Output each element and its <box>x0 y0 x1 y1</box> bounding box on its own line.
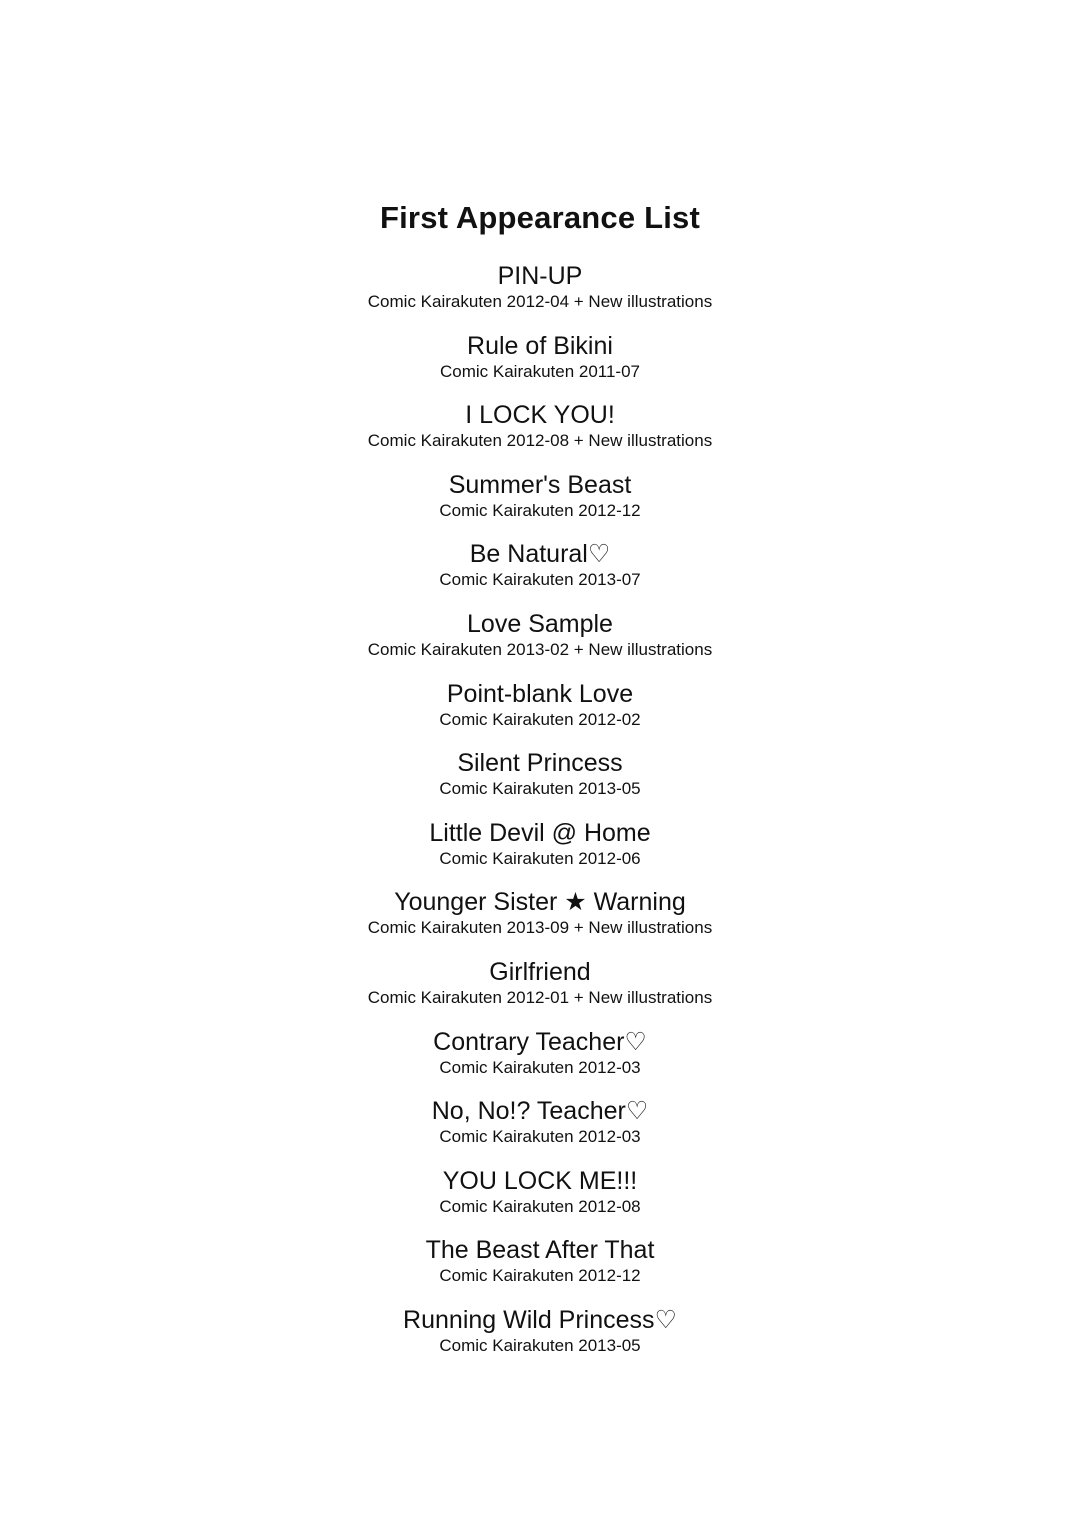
entry-title: Rule of Bikini <box>467 331 613 360</box>
entry-title: Love Sample <box>467 609 613 638</box>
entry-title: I LOCK YOU! <box>465 401 615 430</box>
entry-source: Comic Kairakuten 2012-06 <box>439 848 641 868</box>
appearance-list <box>0 260 1080 1374</box>
list-item <box>0 399 1080 469</box>
list-item <box>0 1234 1080 1304</box>
list-item <box>0 1165 1080 1235</box>
list-item <box>0 260 1080 330</box>
entry-source: Comic Kairakuten 2012-03 <box>439 1127 641 1147</box>
list-item <box>0 608 1080 678</box>
list-item <box>0 1095 1080 1165</box>
entry-source: Comic Kairakuten 2013-09 + New illustrations <box>367 918 713 938</box>
list-item <box>0 469 1080 539</box>
entry-source: Comic Kairakuten 2012-08 <box>439 1196 641 1216</box>
list-item <box>0 330 1080 400</box>
list-item <box>0 538 1080 608</box>
entry-title: Running Wild Princess♡ <box>403 1305 677 1334</box>
entry-source: Comic Kairakuten 2012-08 + New illustrations <box>367 431 713 451</box>
entry-source: Comic Kairakuten 2013-05 <box>439 1335 641 1355</box>
entry-title: PIN-UP <box>497 262 583 290</box>
entry-title: Contrary Teacher♡ <box>433 1027 647 1056</box>
list-item <box>0 817 1080 887</box>
entry-source: Comic Kairakuten 2012-01 + New illustrations <box>367 987 713 1007</box>
entry-title: Point-blank Love <box>446 679 634 708</box>
entry-source: Comic Kairakuten 2012-02 <box>439 709 641 729</box>
entry-title: Be Natural♡ <box>469 540 611 569</box>
list-item <box>0 1304 1080 1374</box>
entry-source: Comic Kairakuten 2011-07 <box>439 361 640 381</box>
list-item <box>0 886 1080 956</box>
list-item <box>0 1026 1080 1096</box>
list-item <box>0 747 1080 817</box>
entry-title: Girlfriend <box>489 957 591 986</box>
entry-title: Summer's Beast <box>448 470 632 499</box>
page-title: First Appearance List <box>379 199 701 235</box>
list-item <box>0 956 1080 1026</box>
entry-source: Comic Kairakuten 2012-04 + New illustrations <box>367 292 713 311</box>
entry-title: Silent Princess <box>457 749 623 778</box>
entry-title: Younger Sister ★ Warning <box>394 888 686 917</box>
list-item <box>0 678 1080 748</box>
entry-source: Comic Kairakuten 2012-12 <box>439 500 641 520</box>
entry-source: Comic Kairakuten 2012-03 <box>439 1057 641 1077</box>
entry-title: YOU LOCK ME!!! <box>442 1166 638 1195</box>
entry-title: Little Devil @ Home <box>429 818 651 847</box>
entry-source: Comic Kairakuten 2012-12 <box>439 1266 641 1286</box>
entry-source: Comic Kairakuten 2013-02 + New illustrations <box>367 639 713 659</box>
entry-source: Comic Kairakuten 2013-05 <box>439 779 641 799</box>
entry-title: No, No!? Teacher♡ <box>431 1097 649 1126</box>
entry-title: The Beast After That <box>425 1236 655 1265</box>
entry-source: Comic Kairakuten 2013-07 <box>439 570 641 590</box>
